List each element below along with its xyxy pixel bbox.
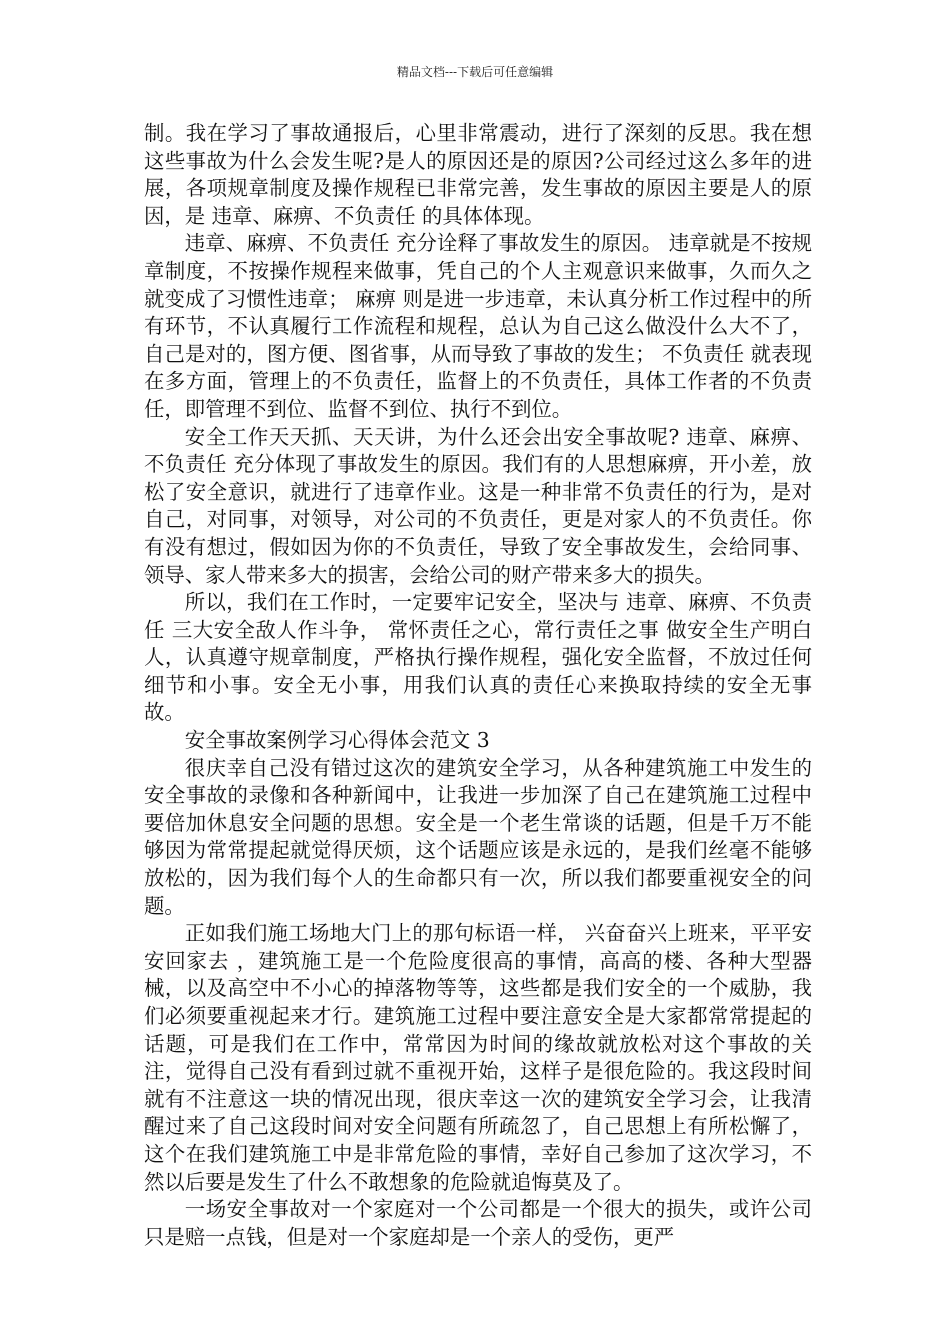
paragraph-site-slogan: 正如我们施工场地大门上的那句标语一样， 兴奋奋兴上班来，平平安安回家去 ，建筑施工是一个危险度很高的事情，高高的楼、各种大型器械，以及高空中不小心的掉落物等等，这些都是我们安全的一个威胁，我们必须要重视起来才行。建筑施工过程中要注意安全是大家都常常提起的话题，可是我们在工作中，常常因为时间的缘故就放松对这个事故的关注，觉得自己没有看到过就不重视开始，这样子是很危险的。我这段时间就有不注意这一块的情况出现，很庆幸这一次的建筑安全学习会，让我清醒过来了自己这段时间对安全问题有所疏忽了，自己思想上有所松懈了，这个在我们建筑施工中是非常危险的事情，幸好自己参加了这次学习，不然以后要是发生了什么不敢想象的危险就追悔莫及了。 (144, 921, 812, 1194)
section-heading: 安全事故案例学习心得体会范文 3 (184, 728, 490, 753)
paragraph-family-loss: 一场安全事故对一个家庭对一个公司都是一个很大的损失，或许公司只是赔一点钱，但是对一个家庭却是一个亲人的受伤，更严 (144, 1197, 812, 1249)
page-header: 精品文档---下载后可任意编辑 (396, 65, 554, 79)
paragraph-conclusion: 所以，我们在工作时，一定要牢记安全，坚决与 违章、麻痹、不负责任 三大安全敌人作斗争， 常怀责任之心，常行责任之事 做安全生产明白人，认真遵守规章制度，严格执行操作规程，强化安全监督，不放过任何细节和小事。安全无小事，用我们认真的责任心来换取持续的安全无事故。 (144, 590, 812, 725)
paragraph-safety-work: 安全工作天天抓、天天讲，为什么还会出安全事故呢? 违章、麻痹、不负责任 充分体现了事故发生的原因。我们有的人思想麻痹，开小差，放松了安全意识，就进行了违章作业。这是一种非常不负责任的行为，是对自己，对同事，对领导，对公司的不负责任，更是对家人的不负责任。你有没有想过，假如因为你的不负责任，导致了安全事故发生，会给同事、领导、家人带来多大的损害，会给公司的财产带来多大的损失。 (144, 424, 812, 587)
paragraph-continuation: 制。我在学习了事故通报后，心里非常震动，进行了深刻的反思。我在想这些事故为什么会发生呢?是人的原因还是的原因?公司经过这么多年的进展，各项规章制度及操作规程已非常完善，发生事故的原因主要是人的原因，是 违章、麻痹、不负责任 的具体体现。 (144, 121, 812, 228)
document-body (144, 120, 812, 1251)
paragraph-violation-analysis: 违章、麻痹、不负责任 充分诠释了事故发生的原因。 违章就是不按规章制度，不按操作规程来做事，凭自己的个人主观意识来做事，久而久之就变成了习惯性违章； 麻痹 则是进一步违章，未认真分析工作过程中的所有环节，不认真履行工作流程和规程，总认为自己这么做没什么大不了，自己是对的，图方便、图省事，从而导致了事故的发生； 不负责任 就表现在多方面，管理上的不负责任，监督上的不负责任，具体工作者的不负责任，即管理不到位、监督不到位、执行不到位。 (144, 231, 812, 421)
paragraph-construction-safety: 很庆幸自己没有错过这次的建筑安全学习，从各种建筑施工中发生的安全事故的录像和各种新闻中，让我进一步加深了自己在建筑施工过程中要倍加休息安全问题的思想。安全是一个老生常谈的话题，但是千万不能够因为常常提起就觉得厌烦，这个话题应该是永远的，是我们丝毫不能够放松的，因为我们每个人的生命都只有一次，所以我们都要重视安全的问题。 (144, 755, 812, 918)
